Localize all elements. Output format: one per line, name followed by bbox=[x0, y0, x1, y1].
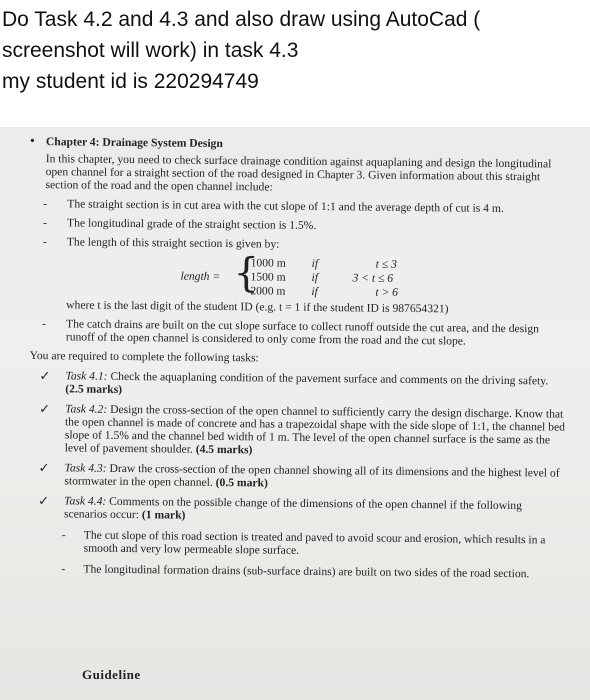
required-tasks-heading: You are required to complete the following tasks: bbox=[29, 349, 259, 365]
task-marks: (4.5 marks) bbox=[195, 442, 253, 457]
scenario-item bbox=[26, 528, 566, 560]
cut-off-heading bbox=[82, 667, 141, 683]
task-marks: (1 mark) bbox=[141, 508, 186, 522]
question-text bbox=[2, 4, 582, 97]
question-line-3: my student id is 220294749 bbox=[2, 70, 259, 93]
bullet-icon: • bbox=[29, 134, 35, 150]
dash-bullet-icon: - bbox=[61, 562, 66, 576]
formula-value: 1500 m bbox=[250, 270, 286, 284]
where-note: where t is the last digit of the student ID (e.g. t = 1 if the student ID is 987654321) bbox=[66, 298, 449, 316]
task-item bbox=[27, 402, 568, 460]
dash-bullet-icon: - bbox=[43, 216, 48, 230]
condition-item bbox=[29, 235, 569, 254]
task-text: Comments on the possible change of the dimensions of the open channel if the following scenarios occur: bbox=[63, 494, 523, 522]
dash-bullet-icon: - bbox=[41, 317, 46, 331]
document-photo bbox=[0, 127, 590, 700]
task-item bbox=[26, 461, 566, 493]
brace-icon: { bbox=[233, 250, 260, 297]
formula-value: 2000 m bbox=[250, 284, 286, 298]
length-formula bbox=[28, 252, 568, 300]
task-text: Design the cross-section of the open channel to sufficiently carry the design discharge. Know that the open channel is made of concrete and has a trapezoidal shape with the side slope of 1:1, the channel bed slope of 1.5% and the channel bed width of 1 m. The level of the open channel surface is the same as the level of pavement shoulder. bbox=[64, 402, 566, 456]
formula-lhs: length = bbox=[180, 269, 221, 283]
task-label: Task 4.3: bbox=[64, 461, 107, 475]
formula-condition: t > 6 bbox=[375, 285, 399, 299]
dash-bullet-icon: - bbox=[42, 235, 47, 249]
chapter-heading bbox=[30, 135, 570, 154]
checkmark-icon: ✓ bbox=[38, 460, 50, 476]
task-text: Check the aquaplaning condition of the pavement surface and comments on the driving safety. bbox=[110, 369, 549, 388]
formula-condition: t ≤ 3 bbox=[375, 257, 397, 271]
chapter-intro: In this chapter, you need to check surface drainage condition against aquaplaning and design the longitudinal open channel for a straight section of the road designed in Chapter 3. Given information about this straight section of the road and the open channel include: bbox=[45, 152, 552, 194]
scenario-text: The longitudinal formation drains (sub-surface drains) are built on two sides of the road section. bbox=[83, 562, 530, 581]
condition-text: The longitudinal grade of the straight section is 1.5%. bbox=[67, 216, 317, 233]
cut-off-heading-text: Guideline bbox=[82, 667, 141, 682]
task-marks: (0.5 mark) bbox=[215, 475, 268, 490]
condition-text: The straight section is in cut area with the cut slope of 1:1 and the average depth of cut is 4 m. bbox=[67, 197, 504, 215]
condition-item bbox=[28, 317, 568, 349]
task-label: Task 4.4: bbox=[64, 494, 107, 508]
task-item bbox=[27, 369, 567, 401]
question-line-2: screenshot will work) in task 4.3 bbox=[2, 39, 299, 62]
formula-value: 1000 m bbox=[250, 256, 286, 270]
formula-condition: 3 < t ≤ 6 bbox=[352, 271, 394, 285]
task-label: Task 4.1: bbox=[65, 369, 108, 383]
chapter-title: Chapter 4: Drainage System Design bbox=[45, 135, 223, 151]
checkmark-icon: ✓ bbox=[39, 368, 51, 384]
task-text: Draw the cross-section of the open channel showing all of its dimensions and the highest level of stormwater in the open channel. bbox=[64, 461, 560, 489]
formula-if: if bbox=[311, 270, 319, 285]
question-line-1: Do Task 4.2 and 4.3 and also draw using AutoCad ( bbox=[2, 8, 481, 31]
checkmark-icon: ✓ bbox=[38, 493, 50, 509]
condition-item bbox=[29, 216, 569, 235]
dash-bullet-icon: - bbox=[43, 197, 48, 211]
formula-if: if bbox=[311, 284, 318, 299]
scenario-text: The cut slope of this road section is treated and paved to avoid scour and erosion, which results in a smooth and very low permeable slope surface. bbox=[83, 528, 546, 557]
document-page bbox=[25, 135, 570, 581]
task-label: Task 4.2: bbox=[65, 402, 108, 416]
condition-text: The length of this straight section is given by: bbox=[66, 235, 280, 251]
checkmark-icon: ✓ bbox=[39, 401, 51, 417]
task-marks: (2.5 marks) bbox=[65, 382, 123, 396]
condition-item bbox=[29, 197, 569, 216]
condition-text: The catch drains are built on the cut slope surface to collect runoff outside the cut area, and the design runoff of the open channel is considered to only come from the road and the cut slope. bbox=[65, 317, 540, 348]
formula-if: if bbox=[311, 256, 319, 271]
dash-bullet-icon: - bbox=[61, 528, 66, 542]
task-item bbox=[26, 494, 566, 526]
scenario-item bbox=[25, 562, 565, 581]
